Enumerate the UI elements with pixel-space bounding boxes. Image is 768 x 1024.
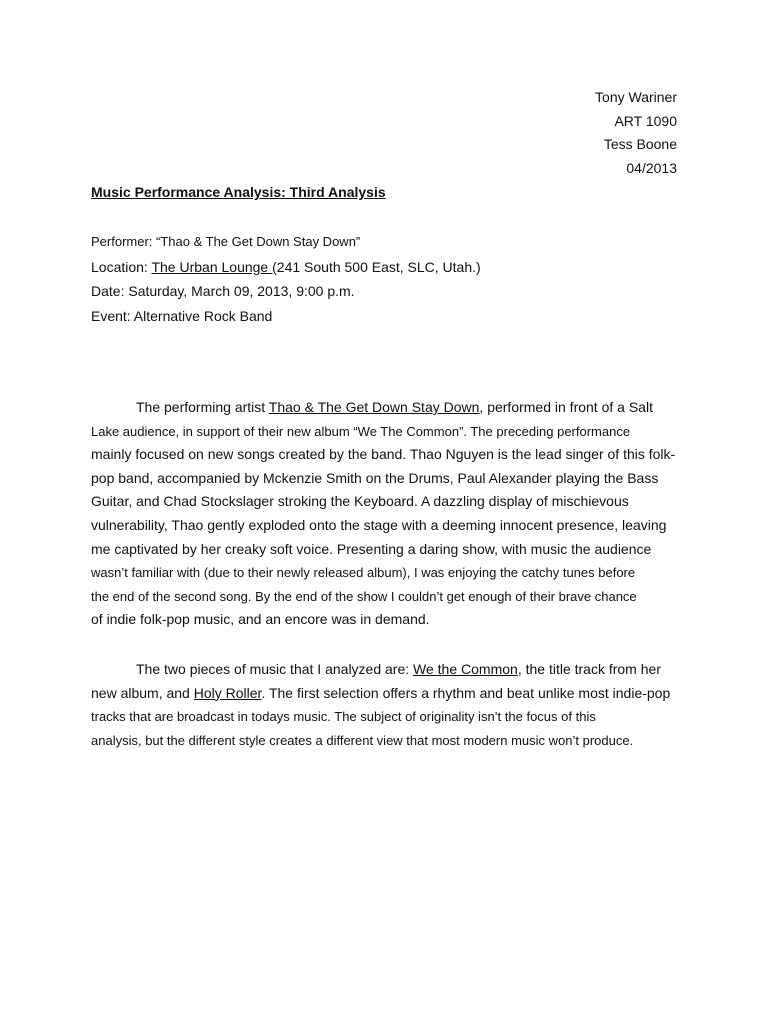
text-span: , performed in front of a Salt [479,399,653,415]
performer-line: Performer: “Thao & The Get Down Stay Down” [91,234,361,249]
paragraph-line [91,396,681,420]
text-span: The performing artist [136,399,269,415]
paragraph-line: mainly focused on new songs created by the band. Thao Nguyen is the lead singer of this folk- [91,446,676,463]
header-block [595,86,677,180]
paragraph-line: Lake audience, in support of their new album “We The Common”. The preceding performance [91,423,631,439]
document-title: Music Performance Analysis: Third Analysis [91,184,386,200]
song-title-we-the-common: We the Common [413,661,518,677]
location-address: 241 South 500 East, SLC, Utah.) [276,258,481,275]
paragraph-line: of indie folk-pop music, and an encore was in demand. [91,611,430,628]
paragraph-line: pop band, accompanied by Mckenzie Smith on the Drums, Paul Alexander playing the Bass [91,469,659,486]
location-line [91,255,481,280]
instructor-name: Tess Boone [603,136,677,153]
paragraph-line: the end of the second song. By the end of the show I couldn’t get enough of their brave chance [91,588,637,604]
location-venue: The Urban Lounge ( [151,258,277,275]
band-name: Thao & The Get Down Stay Down [268,399,480,415]
event-info [91,230,481,328]
text-span: , the title track from her [517,661,661,677]
text-span: . The first selection offers a rhythm and beat unlike most indie-pop [261,684,671,701]
paragraph-line [91,658,681,682]
location-label: Location: [91,258,152,275]
date-line: Date: Saturday, March 09, 2013, 9:00 p.m. [91,283,355,299]
paragraph-line: vulnerability, Thao gently exploded onto the stage with a deeming innocent presence, leaving [91,516,667,533]
song-title-holy-roller: Holy Roller [193,684,262,701]
paragraph-line: me captivated by her creaky soft voice. Presenting a daring show, with music the audience [91,540,652,557]
paragraph-2 [91,658,681,752]
paragraph-line: tracks that are broadcast in todays music. The subject of originality isn’t the focus of this [91,709,596,725]
document-date: 04/2013 [626,159,677,176]
event-line: Event: Alternative Rock Band [91,307,273,324]
paragraph-line: wasn’t familiar with (due to their newly released album), I was enjoying the catchy tunes before [91,565,636,581]
text-span: new album, and [91,684,194,701]
course-code: ART 1090 [614,112,677,129]
paragraph-line: Guitar, and Chad Stockslager stroking the Keyboard. A dazzling display of mischievous [91,493,629,510]
paragraph-line: analysis, but the different style creates a different view that most modern music won’t produce. [91,732,634,748]
text-span: The two pieces of music that I analyzed are: [136,661,414,677]
author-name: Tony Wariner [595,89,677,105]
paragraph-1 [91,396,681,632]
paragraph-line [91,682,681,706]
